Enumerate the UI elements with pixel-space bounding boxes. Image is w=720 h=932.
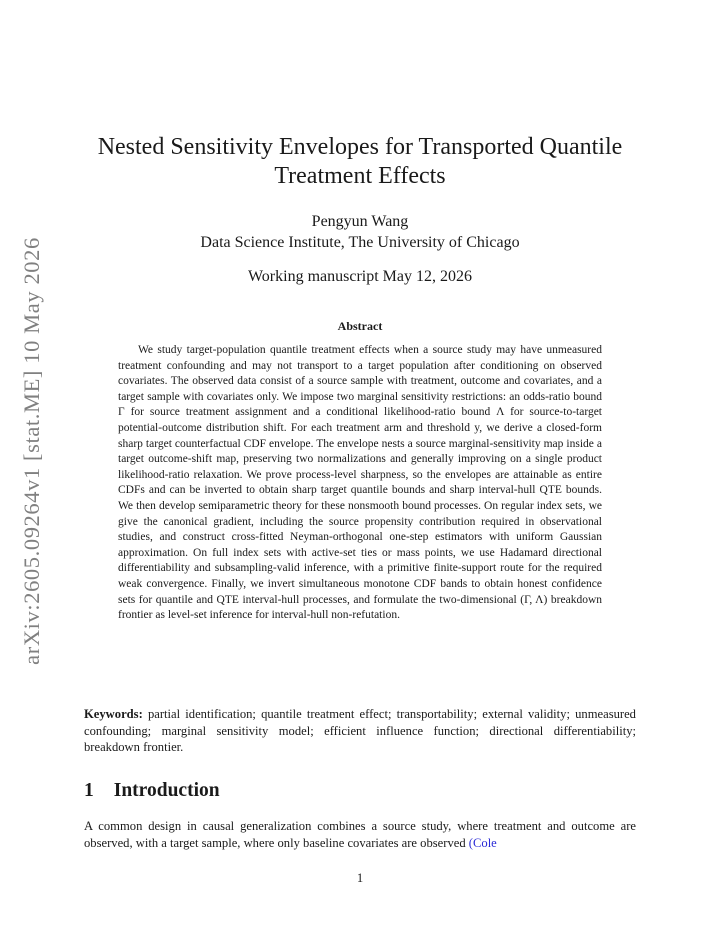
citation-link[interactable]: (Cole (468, 835, 497, 850)
section-number: 1 (84, 780, 94, 801)
manuscript-date: Working manuscript May 12, 2026 (247, 268, 472, 285)
intro-paragraph (84, 818, 636, 851)
keywords-text: partial identification; quantile treatment effect; transportability; external validity; unmeasured confounding; marginal sensitivity model; efficient influence function; directional differentiability; breakdown frontier. (84, 707, 636, 754)
author-affiliation: Data Science Institute, The University of Chicago (200, 234, 520, 251)
page-number: 1 (356, 871, 364, 885)
arxiv-id: arXiv:2605.09264v1 [stat.ME] 10 May 2026 (19, 237, 44, 665)
paper-title: Nested Sensitivity Envelopes for Transported Quantile Treatment Effects (97, 134, 623, 189)
keywords (84, 706, 636, 756)
section-heading (84, 780, 220, 802)
keywords-label: Keywords: (84, 707, 143, 721)
abstract-text: We study target-population quantile treatment effects when a source study may have unmeasured treatment confounding and may not transport to a target population after conditioning on observed covariates. The observed data consist of a source sample with treatment, outcome and covariates, and a target sample with covariates only. We impose two marginal sensitivity restrictions: an odds-ratio bound Γ for source treatment assignment and a conditional likelihood-ratio bound Λ for source-to-target potential-outcome distribution shift. For each treatment arm and threshold y, we derive a closed-form sharp target counterfactual CDF envelope. The envelope nests a source marginal-sensitivity map inside a target outcome-shift map, preserving two normalizations and generally improving on a single product likelihood-ratio relaxation. We prove process-level sharpness, so the envelopes are attainable as entire CDFs and can be inverted to obtain sharp target quantile bounds and sharp interval-hull QTE bounds. We then develop semiparametric theory for these nonsmooth bound processes. On regular index sets, we give the canonical gradient, including the source propensity contribution required in observational studies, and construct cross-fitted Neyman-orthogonal one-step estimators with uniform Gaussian approximation. On full index sets with active-set ties or mass points, we use Hadamard directional differentiability and subsampling-valid inference, with a primitive finite-support route for the required weak convergence. Finally, we invert simultaneous monotone CDF bands to obtain honest confidence sets for quantile and QTE interval-hull processes, and formulate the two-dimensional (Γ, Λ) breakdown frontier as level-set inference for interval-hull non-refutation. (118, 344, 602, 622)
arxiv-watermark (12, 237, 52, 665)
author-name: Pengyun Wang (311, 213, 409, 230)
intro-text: A common design in causal generalization combines a source study, where treatment and outcome are observed, with a target sample, where only baseline covariates are observed (84, 819, 636, 850)
section-title: Introduction (113, 780, 220, 801)
abstract-heading: Abstract (337, 319, 383, 333)
